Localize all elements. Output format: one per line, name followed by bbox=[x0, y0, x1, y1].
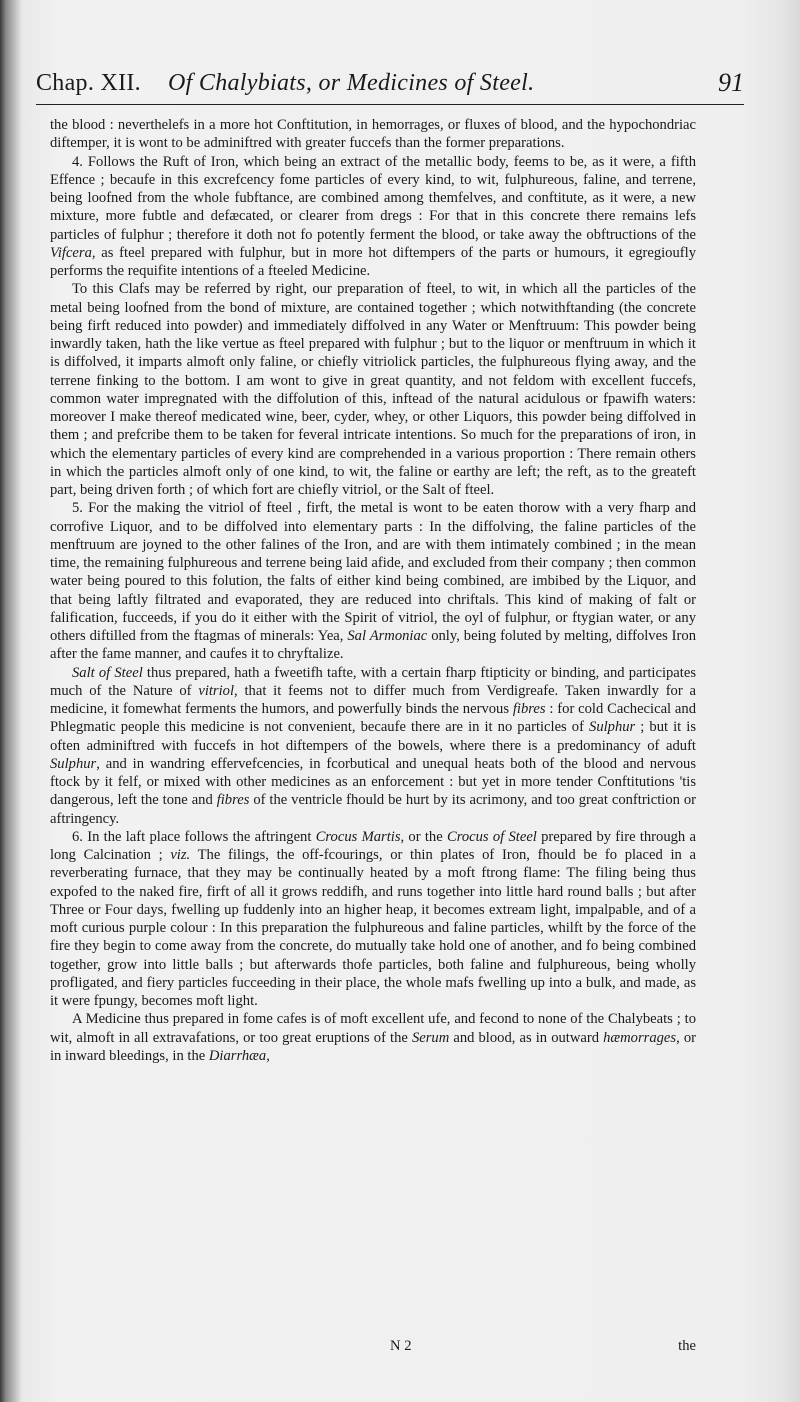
italic-text: Salt of Steel bbox=[72, 664, 143, 681]
italic-text: fibres bbox=[512, 701, 546, 717]
page-body bbox=[50, 116, 696, 1065]
page-footer bbox=[50, 1338, 696, 1358]
paragraph bbox=[50, 1010, 696, 1065]
text-run: , bbox=[266, 1047, 270, 1064]
text-run: only, being foluted by melting, diffolves Iron after the fame manner, and caufes it to chryftalize. bbox=[50, 628, 696, 663]
paragraph bbox=[50, 280, 696, 499]
italic-text: Crocus of Steel bbox=[446, 828, 537, 845]
text-run: 4. Follows the Ruft of Iron, which being an extract of the metallic body, feems to be, as it were, a fifth Effence ; becaufe in this excrefcency fome particles of every kind, to wit, fulphureous, faline, and terrene, being loofned from the whole fubftance, are combined among themfelves, and conftitute, as it were, a new mixture, more fubtle and defæcated, or clearer from dregs : For that in this concrete there remains lefs particles of fulphur ; therefore it doth not fo potently ferment the blood, or take away the obftructions of the bbox=[50, 153, 696, 243]
text-run: : for cold Cachecical and Phlegmatic people this medicine is not convenient, becaufe there are in it no particles of bbox=[50, 701, 697, 736]
italic-text: fibres bbox=[216, 792, 250, 809]
italic-text: Sulphur bbox=[50, 755, 97, 772]
signature-mark: N 2 bbox=[390, 1338, 412, 1354]
paragraph bbox=[50, 828, 696, 1011]
paragraph bbox=[50, 153, 696, 281]
page-number: 91 bbox=[718, 68, 744, 97]
text-run: and blood, as in outward bbox=[449, 1029, 604, 1046]
text-run: thus prepared, hath a fweetifh tafte, with a certain fharp ftipticity or binding, and participates much of the Nature of bbox=[50, 664, 696, 699]
running-header bbox=[36, 64, 744, 105]
text-run: of the ventricle fhould be hurt by its acrimony, and too great conftriction or aftringency. bbox=[50, 792, 696, 827]
text-run: 6. In the laft place follows the aftringent bbox=[72, 828, 316, 845]
italic-text: Sulphur bbox=[589, 719, 636, 736]
text-run: , or in inward bleedings, in the bbox=[50, 1029, 696, 1064]
paragraph bbox=[50, 116, 696, 153]
text-run: , as fteel prepared with fulphur, but in more hot diftempers of the parts or humours, it egregioufly performs the requifite intentions of a fteeled Medicine. bbox=[50, 244, 696, 279]
running-title: Of Chalybiats, or Medicines of Steel. bbox=[168, 70, 535, 96]
text-run: A Medicine thus prepared in fome cafes is of moft excellent ufe, and fecond to none of the Chalybeats ; to wit, almoft in all extravafations, or too great eruptions of the bbox=[50, 1011, 696, 1046]
text-run: ; but it is often adminiftred with fuccefs in hot diftempers of the bowels, where there is a predominancy of aduft bbox=[50, 719, 697, 754]
text-run: , or the bbox=[400, 828, 447, 845]
italic-text: Vifcera bbox=[50, 244, 92, 261]
italic-text: Sal Armoniac bbox=[347, 628, 428, 644]
italic-text: Crocus Martis bbox=[315, 828, 401, 845]
chapter-label: Chap. XII. bbox=[36, 70, 141, 96]
text-run: 5. For the making the vitriol of fteel , firft, the metal is wont to be eaten thorow with a very fharp and corrofive Liquor, and to be diffolved into elementary parts : In the diffolving, the faline particles of the menftruum are joyned to the other falines of the Iron, and are with them intimately combined ; in the mean time, the remaining fulphureous and terrene being laid afide, and excluded from their company ; then common water being poured to this folution, the falts of either kind being combined, are imbibed by the Liquor, and that being laftly filtrated and evaporated, they are reduced into chriftals. This kind of making of falt or falification, fucceeds, if you do it either with the Spirit of vitriol, the oyl of fulphur, or ftygian water, or any others diftilled from the ftagmas of minerals: Yea, bbox=[50, 500, 696, 644]
text-run: , that it feems not to differ much from Verdigreafe. Taken inwardly for a medicine, it fomewhat ferments the humors, and powerfully binds the nervous bbox=[50, 682, 696, 717]
catchword: the bbox=[678, 1338, 696, 1354]
text-run: The filings, the off-fcourings, or thin plates of Iron, fhould be fo placed in a reverberating furnace, that they may be continually heated by a moft ftrong flame: The filing being thus expofed to the naked fire, firft of all it grows reddifh, and runs together into little hard round balls ; but after Three or Four days, fwelling up fuddenly into an higher heap, it becomes extream light, impalpable, and of a moft curious purple colour : In this preparation the fulphureous and faline particles, whilft by the force of the fire they begin to come away from the concrete, do mutually take hold one of another, and fo being combined together, grow into little balls ; but afterwards thofe particles, both faline and fulphureous, being wholly profligated, and fiery particles fucceeding in their place, the whole mafs fwelling up into a bulk, and made, as it were fpungy, becomes moft light. bbox=[50, 847, 696, 1009]
paragraph bbox=[50, 499, 696, 663]
italic-text: Serum bbox=[411, 1029, 450, 1046]
text-run: prepared by fire through a long Calcination ; bbox=[50, 828, 696, 863]
text-run: the blood : neverthelefs in a more hot Conftitution, in hemorrages, or fluxes of blood, and the hypochondriac diftemper, it is wont to be adminiftred with greater fuccefs than the former preparations. bbox=[50, 117, 696, 152]
text-run: To this Clafs may be referred by right, our preparation of fteel, to wit, in which all the particles of the metal being loofned from the bond of mixture, are contained together ; which notwithftanding (the concrete being firft reduced into powder) and immediately diffolved in any Water or Menftruum: This powder being inwardly taken, hath the like vertue as fteel prepared with fulphur ; but to the liquor or menftruum in which it is diffolved, it imparts almoft only faline, or chiefly vitriolick particles, the fulphureous flying away, and the terrene finking to the bottom. I am wont to give in great quantity, and not feldom with excellent fuccefs, common water impregnated with the diffolution of this, inftead of the natural acidulous or fpawifh waters: moreover I make thereof medicated wine, beer, cyder, whey, or other Liquors, this powder being diffolved in them ; and prefcribe them to be taken for feveral intricate intentions. So much for the preparations of iron, in which the elementary particles of every kind are comprehended in a various proportion : There remain others in which the particles almoft only of one kind, to wit, the faline or earthy are left; the reft, as to the greateft part, being driven forth ; of which fort are chiefly vitriol, or the Salt of fteel. bbox=[50, 281, 696, 498]
paragraph bbox=[50, 664, 696, 828]
italic-text: viz. bbox=[170, 847, 191, 863]
italic-text: Diarrhæa bbox=[208, 1047, 267, 1064]
italic-text: vitriol bbox=[198, 682, 235, 699]
italic-text: hæmorrages bbox=[603, 1029, 677, 1046]
text-run: , and in wandring effervefcencies, in fcorbutical and unequal heats both of the blood and nervous ftock by it felf, or mixed with other medicines as an enforcement : but yet in more tender Conftitutions 'tis dangerous, left the tone and bbox=[50, 755, 696, 809]
